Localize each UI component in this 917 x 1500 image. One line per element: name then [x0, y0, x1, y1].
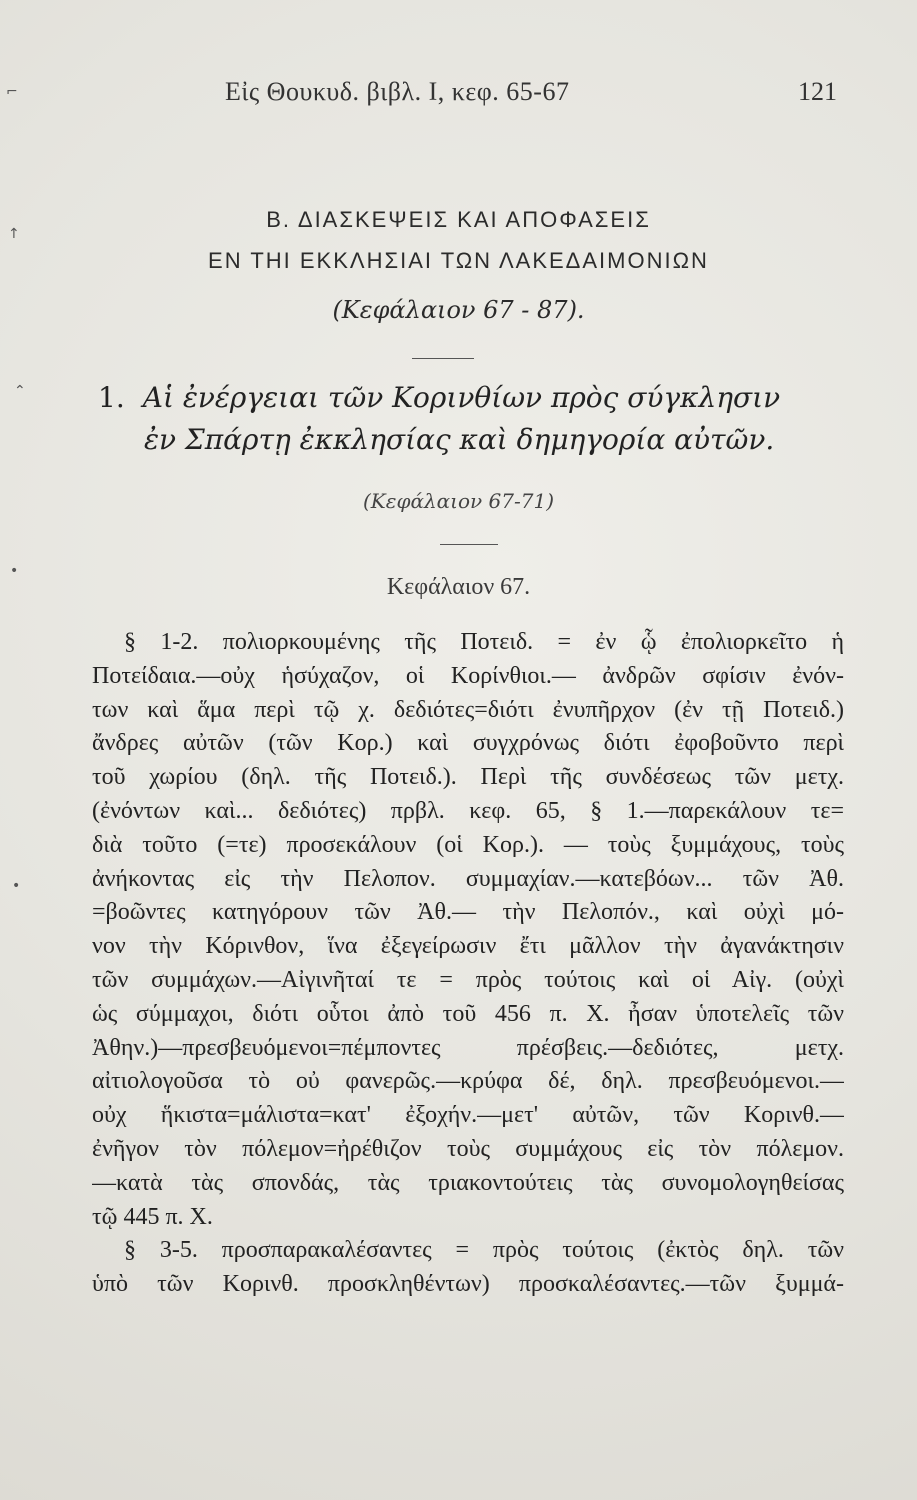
- subsection-title-line-2: ἐν Σπάρτῃ ἐκκλησίας καὶ δημηγορία αὐτῶν.: [144, 423, 775, 456]
- commentary-line: § 1-2. πολιορκουμένης τῆς Ποτειδ. = ἐν ᾧ ἐπολιορκεῖτο ἡ: [124, 629, 844, 655]
- commentary-line: —κατὰ τὰς σπονδάς, τὰς τριακοντούτεις τὰς συνομολογηθείσας: [92, 1169, 844, 1196]
- running-title: Εἰς Θουκυδ. βιβλ. Ι, κεφ. 65-67: [225, 77, 570, 106]
- margin-mark: ⌃: [14, 383, 26, 399]
- commentary-line: ἀνήκοντας εἰς τὴν Πελοπον. συμμαχίαν.—κατεβόων... τῶν Ἀθ.: [92, 865, 844, 892]
- commentary-line: τῷ 445 π. Χ.: [92, 1203, 213, 1230]
- commentary-line: οὐχ ἥκιστα=μάλιστα=κατ' ἐξοχήν.—μετ' αὐτῶν, τῶν Κορινθ.—: [92, 1102, 844, 1129]
- commentary-line: (ἐνόντων καὶ... δεδιότες) πρβλ. κεφ. 65, § 1.—παρεκάλουν τε=: [92, 797, 844, 824]
- subsection-title-text-1: Αἱ ἐνέργειαι τῶν Κορινθίων πρὸς σύγκλησιν: [142, 381, 781, 414]
- section-heading-line-1: Β. ΔΙΑΣΚΕΨΕΙΣ ΚΑΙ ΑΠΟΦΑΣΕΙΣ: [266, 207, 651, 232]
- section-heading-line-2: ΕΝ ΤΗΙ ΕΚΚΛΗΣΙΑΙ ΤΩΝ ΛΑΚΕΔΑΙΜΟΝΙΩΝ: [208, 248, 709, 273]
- divider-rule: [440, 544, 498, 545]
- commentary-line: νον τὴν Κόρινθον, ἵνα ἐξεγείρωσιν ἔτι μᾶλλον τὴν ἀγανάκτησιν: [92, 933, 844, 960]
- commentary-line: Ἀθην.)—πρεσβευόμενοι=πέμποντες πρέσβεις.—δεδιότες, μετχ.: [92, 1034, 844, 1061]
- commentary-line: διὰ τοῦτο (=τε) προσεκάλουν (οἱ Κορ.). — τοὺς ξυμμάχους, τοὺς: [92, 831, 844, 858]
- subsection-number: 1.: [98, 381, 125, 414]
- margin-mark: ⌐: [6, 84, 18, 100]
- commentary-line: τοῦ χωρίου (δηλ. τῆς Ποτειδ.). Περὶ τῆς συνδέσεως τῶν μετχ.: [92, 764, 844, 791]
- subsection-title: [98, 377, 858, 461]
- commentary-line: ἐνῆγον τὸν πόλεμον=ἠρέθιζον τοὺς συμμάχους εἰς τὸν πόλεμον.: [92, 1135, 844, 1162]
- commentary-line: τῶν συμμάχων.—Αἰγινῆταί τε = πρὸς τούτοις καὶ οἱ Αἰγ. (οὐχὶ: [92, 966, 844, 993]
- commentary-line: =βοῶντες κατηγόρουν τῶν Ἀθ.— τὴν Πελοπόν., καὶ οὐχὶ μό-: [92, 899, 844, 926]
- running-head: [0, 77, 917, 113]
- chapter-label: Κεφάλαιον 67.: [386, 574, 531, 600]
- commentary-line: ἄνδρες αὐτῶν (τῶν Κορ.) καὶ συγχρόνως διότι ἐφοβοῦντο περὶ: [92, 730, 844, 757]
- margin-mark: ↑: [8, 226, 20, 242]
- commentary-text: [92, 626, 844, 1302]
- commentary-line: αἰτιολογοῦσα τὸ οὐ φανερῶς.—κρύφα δέ, δηλ. πρεσβευόμενοι.—: [92, 1068, 844, 1095]
- commentary-line: των καὶ ἅμα περὶ τῷ χ. δεδιότες=διότι ἐνυπῆρχον (ἐν τῇ Ποτειδ.): [92, 696, 844, 723]
- commentary-line: § 3-5. προσπαρακαλέσαντες = πρὸς τούτοις (ἐκτὸς δηλ. τῶν: [124, 1237, 844, 1264]
- margin-mark: •: [10, 563, 19, 579]
- divider-rule: [412, 358, 474, 359]
- commentary-line: ὡς σύμμαχοι, διότι οὗτοι ἀπὸ τοῦ 456 π. Χ. ἦσαν ὑποτελεῖς τῶν: [92, 1000, 844, 1027]
- margin-mark: •: [12, 878, 21, 894]
- section-subtitle: (Κεφάλαιον 67 - 87).: [332, 296, 585, 324]
- commentary-line: ὑπὸ τῶν Κορινθ. προσκληθέντων) προσκαλέσαντες.—τῶν ξυμμά-: [92, 1271, 844, 1298]
- page-number: 121: [798, 77, 837, 106]
- subsection-title-line-1: [98, 377, 858, 419]
- commentary-line: Ποτείδαια.—οὐχ ἡσύχαζον, οἱ Κορίνθιοι.— ἀνδρῶν σφίσιν ἐνόν-: [92, 662, 844, 689]
- chapter-range: (Κεφάλαιον 67-71): [362, 489, 555, 513]
